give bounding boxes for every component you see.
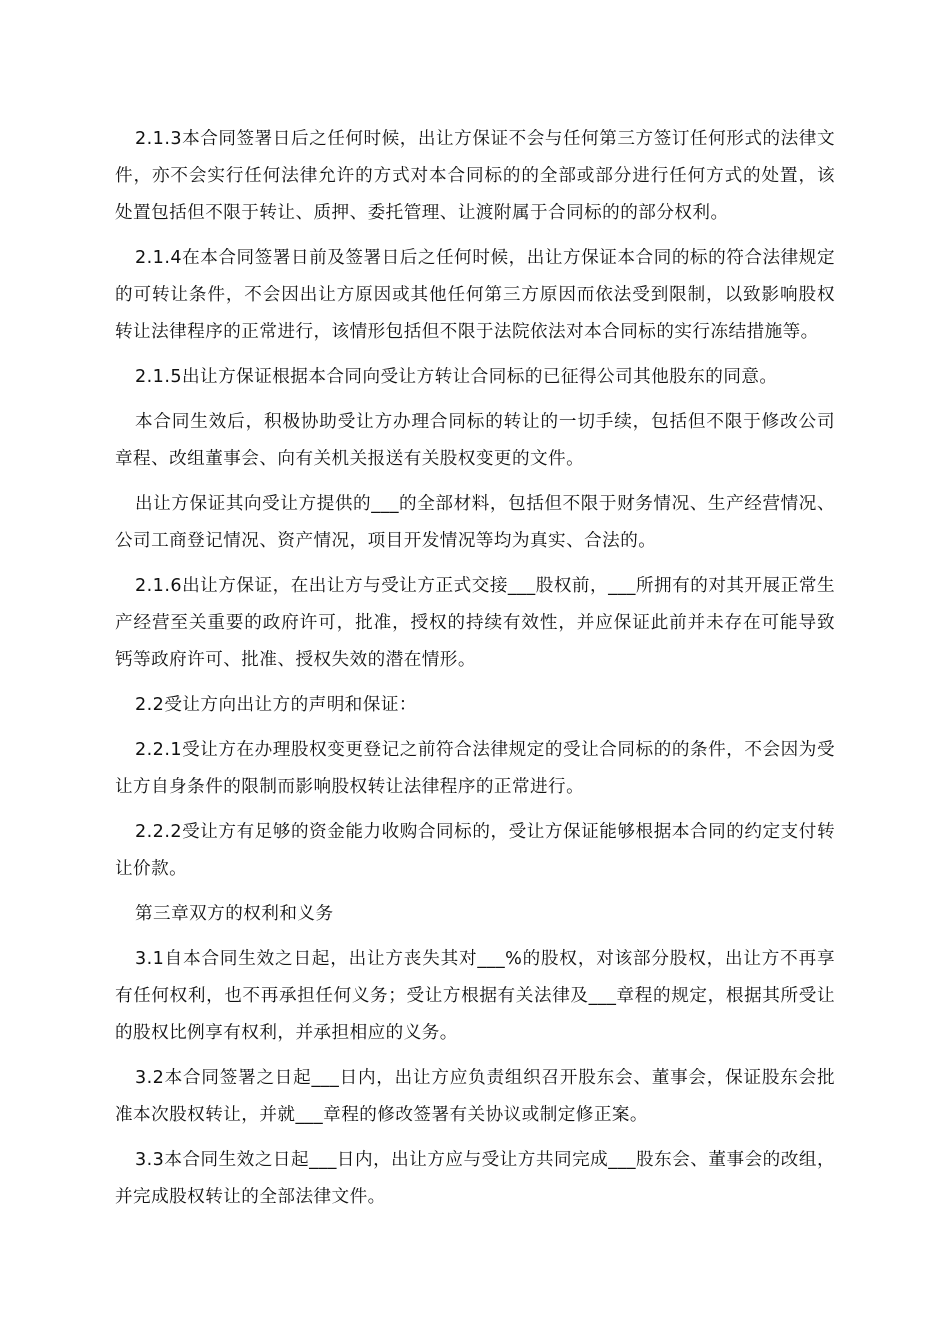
transfer-assistance-paragraph: 本合同生效后，积极协助受让方办理合同标的转让的一切手续，包括但不限于修改公司章程、改组董事会、向有关机关报送有关股权变更的文件。 [115,412,835,469]
materials-guarantee-paragraph: 出让方保证其向受让方提供的___的全部材料，包括但不限于财务情况、生产经营情况、公司工商登记情况、资产情况，项目开发情况等均为真实、合法的。 [115,494,835,551]
clause-2-1-3: 2.1.3本合同签署日后之任何时候，出让方保证不会与任何第三方签订任何形式的法律文件，亦不会实行任何法律允许的方式对本合同标的的全部或部分进行任何方式的处置，该处置包括但不限于转让、质押、委托管理、让渡附属于合同标的的部分权利。 [115,129,835,223]
clause-2-2-1: 2.2.1受让方在办理股权变更登记之前符合法律规定的受让合同标的的条件，不会因为受让方自身条件的限制而影响股权转让法律程序的正常进行。 [115,740,835,797]
clause-2-2-2: 2.2.2受让方有足够的资金能力收购合同标的，受让方保证能够根据本合同的约定支付转让价款。 [115,822,835,879]
clause-3-1: 3.1自本合同生效之日起，出让方丧失其对___%的股权，对该部分股权，出让方不再享有任何权利，也不再承担任何义务；受让方根据有关法律及___章程的规定，根据其所受让的股权比例享有权利，并承担相应的义务。 [115,949,835,1043]
clause-2-2-heading: 2.2受让方向出让方的声明和保证： [135,695,417,715]
clause-3-3: 3.3本合同生效之日起___日内，出让方应与受让方共同完成___股东会、董事会的改组，并完成股权转让的全部法律文件。 [115,1150,835,1207]
chapter-3-heading: 第三章双方的权利和义务 [135,904,334,924]
clause-3-2: 3.2本合同签署之日起___日内，出让方应负责组织召开股东会、董事会，保证股东会批准本次股权转让，并就___章程的修改签署有关协议或制定修正案。 [115,1068,835,1125]
clause-2-1-4: 2.1.4在本合同签署日前及签署日后之任何时候，出让方保证本合同的标的符合法律规定的可转让条件，不会因出让方原因或其他任何第三方原因而依法受到限制，以致影响股权转让法律程序的正常进行，该情形包括但不限于法院依法对本合同标的实行冻结措施等。 [115,248,835,342]
clause-2-1-5: 2.1.5出让方保证根据本合同向受让方转让合同标的已征得公司其他股东的同意。 [135,367,778,387]
document-body [115,121,835,1224]
clause-2-1-6: 2.1.6出让方保证，在出让方与受让方正式交接___股权前，___所拥有的对其开展正常生产经营至关重要的政府许可，批准，授权的持续有效性，并应保证此前并未存在可能导致钙等政府许可、批准、授权失效的潜在情形。 [115,576,835,670]
